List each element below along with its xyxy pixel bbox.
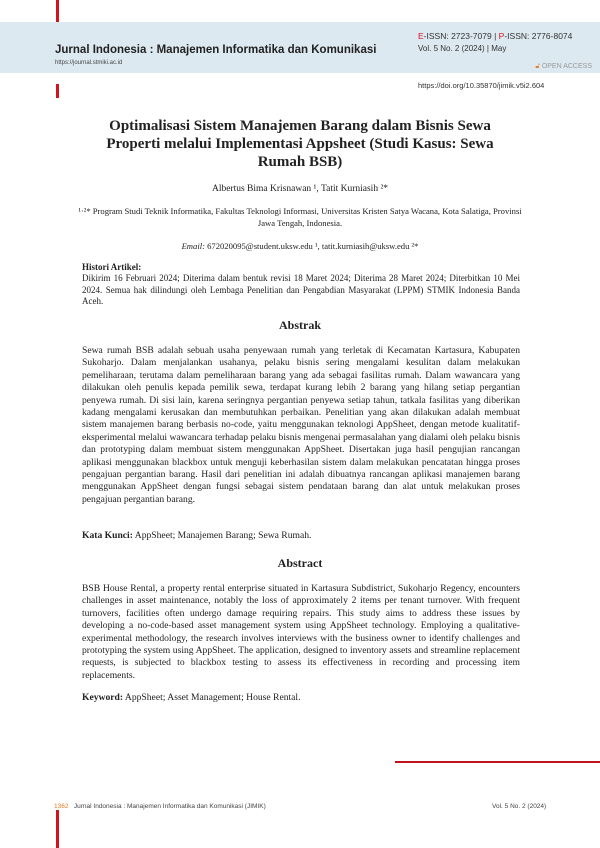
- kata-kunci: [82, 530, 520, 542]
- article-title: Optimalisasi Sistem Manajemen Barang dalam Bisnis Sewa Properti melalui Implementasi Appsheet (Studi Kasus: Sewa Rumah BSB): [106, 118, 494, 170]
- open-lock-icon: 🔓︎: [535, 63, 540, 70]
- affiliation: ¹·²* Program Studi Teknik Informatika, Fakultas Teknologi Informasi, Universitas Kristen Satya Wacana, Kota Salatiga, Provinsi Jawa Tengah, Indonesia.: [78, 206, 522, 228]
- email-line: [75, 240, 525, 252]
- email-addresses: 672020095@student.uksw.edu ¹, tatit.kurniasih@uksw.edu ²*: [207, 241, 419, 251]
- abstrak-text: Sewa rumah BSB adalah sebuah usaha penyewaan rumah yang terletak di Kecamatan Kartasura, Kabupaten Sukoharjo. Dalam menjalankan usahanya, pelaku bisnis sering mengalami kesulitan dalam melakukan pemeliharaan, terutama dalam pemeliharaan barang yang ada sebagai fasilitas rumah. Dalam wawancara yang dilakukan oleh penulis kepada pemilik sewa, terdapat kurang lebih 2 barang yang hilang setiap pergantian penyewa rumah. Di sisi lain, karena seringnya pergantian penyewa setiap tahun, tatkala fasilitas yang diberikan kadang mengalami kerusakan dan membutuhkan perbaikan. Penelitian yang akan dilakukan adalah membuat sistem manajemen barang berbasis no-code, yaitu menggunakan teknologi AppSheet, dengan metode kualitatif-eksperimental melalui wawancara terhadap pelaku bisnis mengenai permasalahan yang dialami oleh pelaku bisnis dan prototyping dalam membuat sistem menggunakan AppSheet. Disertakan juga hasil pengujian rancangan aplikasi menggunakan blackbox untuk menguji keberhasilan sistem dalam melakukan pencatatan hingga proses pengajuan pergantian barang. Hasil dari penelitian ini adalah dibuatnya rancangan aplikasi manajemen barang menggunakan AppSheet dengan fungsi sebagai sistem pendataan barang dan alat untuk melakukan proses pengajuan pergantian barang.: [82, 345, 520, 505]
- accent-bar-bottom: [56, 810, 59, 848]
- page-number: 1362: [54, 803, 69, 810]
- footer-volume: Vol. 5 No. 2 (2024): [492, 803, 547, 810]
- p-prefix: P: [498, 31, 505, 41]
- e-issn: -ISSN: 2723-7079: [423, 31, 492, 41]
- issn-separator: |: [491, 31, 499, 41]
- keyword-values: AppSheet; Asset Management; House Rental.: [124, 692, 301, 703]
- footer-journal: Jurnal Indonesia : Manajemen Informatika dan Komunikasi (JIMIK): [73, 803, 266, 810]
- kata-kunci-values: AppSheet; Manajemen Barang; Sewa Rumah.: [134, 530, 312, 541]
- abstract-text: BSB House Rental, a property rental enterprise situated in Kartasura Subdistrict, Sukoharjo Regency, encounters challenges in asset maintenance, notably the loss of approximately 2 items per tenant turnover. With frequent turnovers, facilities often undergo damage requiring repairs. This study aims to address these issues by developing a no-code-based asset management system using AppSheet technology. Employing a qualitative-experimental methodology, the research involves interviews with the business owner to identify challenges and prototyping the system using AppSheet. The application, designed to inventory assets and streamline replacement requests, is subjected to blackbox testing to assess its effectiveness in recording and processing item replacements.: [82, 583, 520, 681]
- accent-bar-top: [56, 0, 59, 22]
- journal-url[interactable]: https://journal.stmiki.ac.id: [55, 60, 123, 66]
- journal-name: Jurnal Indonesia : Manajemen Informatika dan Komunikasi: [55, 44, 377, 56]
- issn-line: [418, 31, 572, 41]
- e-prefix: E: [418, 31, 424, 41]
- history-label: Histori Artikel:: [82, 262, 142, 272]
- history-text: Dikirim 16 Februari 2024; Diterima dalam bentuk revisi 18 Maret 2024; Diterima 28 Maret 2024; Diterbitkan 10 Mei 2024. Semua hak dilindungi oleh Lembaga Penelitian dan Pengabdian Masyarakat (LPPM) STMIK Indonesia Banda Aceh.: [82, 273, 520, 306]
- article-history: [82, 262, 520, 307]
- keyword-label: Keyword:: [82, 692, 124, 703]
- p-issn: -ISSN: 2776-8074: [504, 31, 573, 41]
- accent-bar-under-header: [56, 84, 59, 98]
- footer-left: [54, 803, 266, 810]
- footer-rule: [395, 761, 600, 763]
- volume-info: Vol. 5 No. 2 (2024) | May: [418, 44, 507, 53]
- open-access-badge: [535, 63, 592, 71]
- abstrak-heading: Abstrak: [278, 318, 321, 332]
- doi-link[interactable]: https://doi.org/10.35870/jimik.v5i2.604: [418, 81, 545, 90]
- email-label: Email:: [181, 241, 205, 251]
- keyword: [82, 692, 520, 704]
- authors: Albertus Bima Krisnawan ¹, Tatit Kurniasih ²*: [211, 184, 389, 194]
- kata-kunci-label: Kata Kunci:: [82, 530, 133, 541]
- open-access-label: OPEN ACCESS: [541, 63, 592, 70]
- abstract-heading: Abstract: [277, 556, 323, 570]
